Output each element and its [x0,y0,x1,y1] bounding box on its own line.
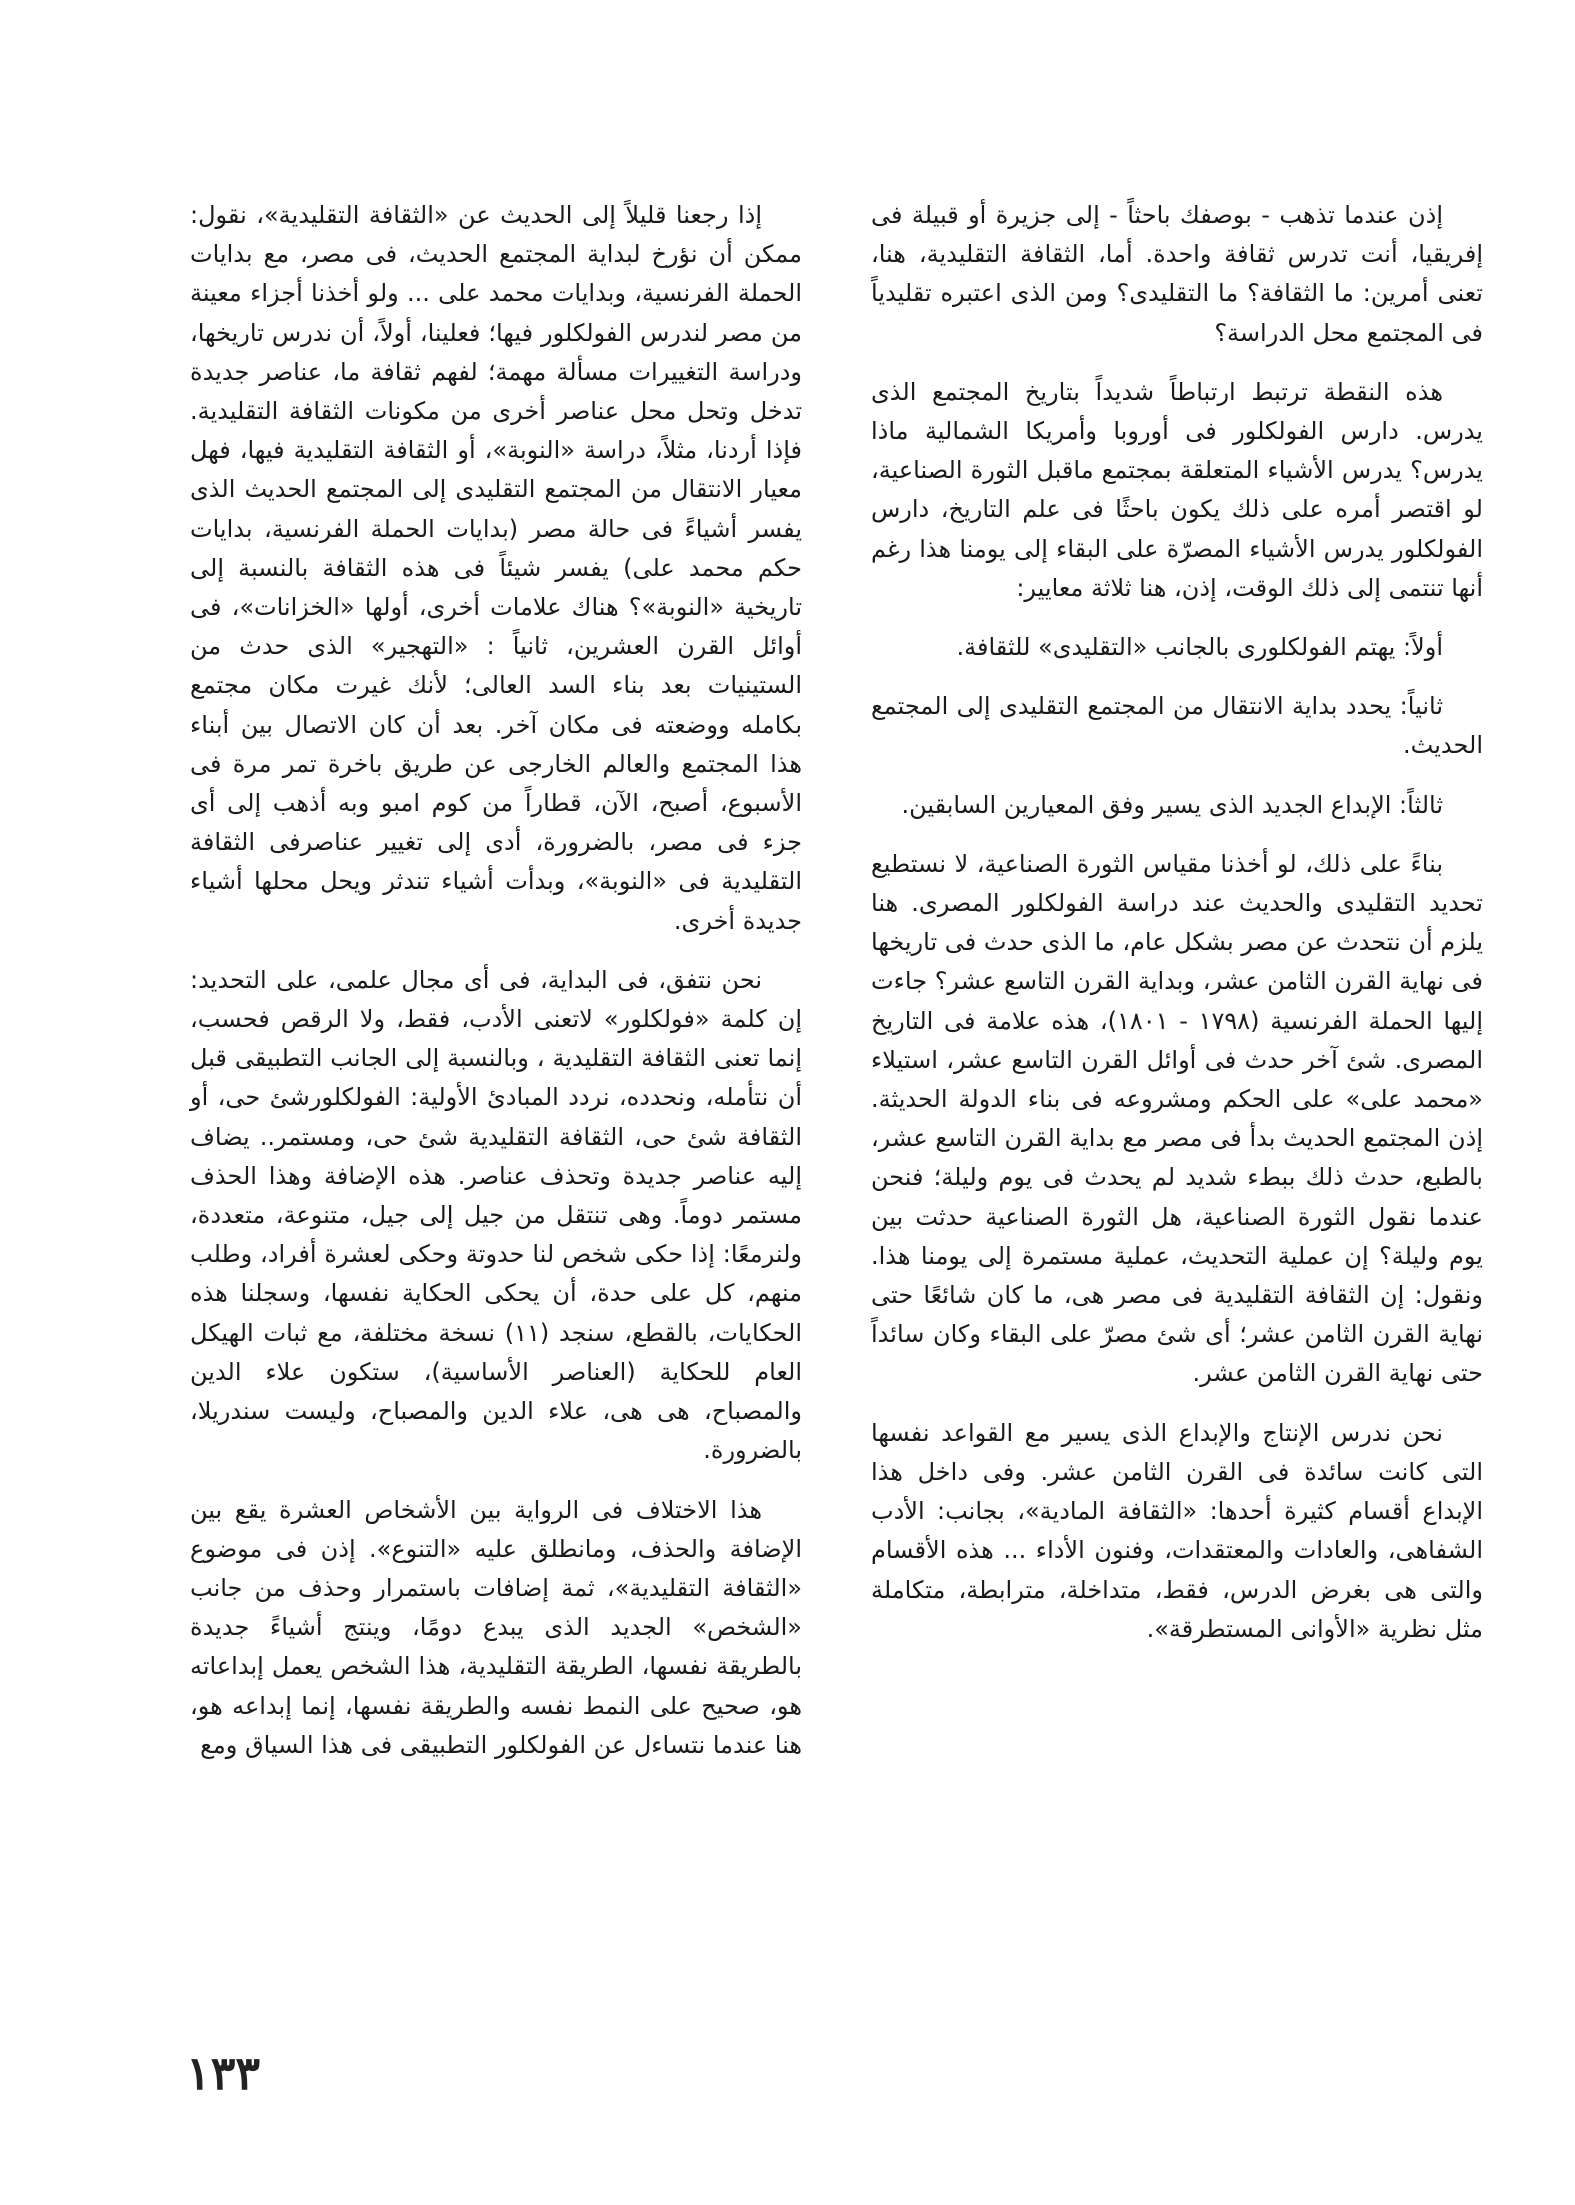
paragraph: نحن نتفق، فى البداية، فى أى مجال علمى، على التحديد: إن كلمة «فولكلور» لاتعنى الأدب، فقط، ولا الرقص فحسب، إنما تعنى الثقافة التقليدية ، وبالنسبة إلى الجانب التطبيقى قبل أن نتأمله، ونحدده، نردد المبادئ الأولية: الفولكلورشئ حى، أو الثقافة شئ حى، الثقافة التقليدية شئ حى، ومستمر.. يضاف إليه عناصر جديدة وتحذف عناصر. هذه الإضافة وهذا الحذف مستمر دوماً. وهى تنتقل من جيل إلى جيل، متنوعة، متعددة، ولنرمعًا: إذا حكى شخص لنا حدوتة وحكى لعشرة أفراد، وطلب منهم، كل على حدة، أن يحكى الحكاية نفسها، وسجلنا هذه الحكايات، بالقطع، سنجد (١١) نسخة مختلفة، مع ثبات الهيكل العام للحكاية (العناصر الأساسية)، ستكون علاء الدين والمصباح، هى هى، علاء الدين والمصباح، وليست سندريلا، بالضرورة. [190,965,802,1465]
page-number: ١٣٣ [186,2046,261,2100]
criterion-2: ثانياً: يحدد بداية الانتقال من المجتمع التقليدى إلى المجتمع الحديث. [871,692,1483,760]
paragraph: نحن ندرس الإنتاج والإبداع الذى يسير مع القواعد نفسها التى كانت سائدة فى القرن الثامن عشر. وفى داخل هذا الإبداع أقسام كثيرة أحدها: «الثقافة المادية»، بجانب: الأدب الشفاهى، والعادات والمعتقدات، وفنون الأداء ... هذه الأقسام والتى هى بغرض الدرس، فقط، متداخلة، مترابطة، متكاملة مثل نظرية «الأوانى المستطرقة». [871,1418,1483,1643]
paragraph: هذه النقطة ترتبط ارتباطاً شديداً بتاريخ المجتمع الذى يدرس. دارس الفولكلور فى أوروبا وأمريكا الشمالية ماذا يدرس؟ يدرس الأشياء المتعلقة بمجتمع ماقبل الثورة الصناعية، لو اقتصر أمره على ذلك يكون باحثًا فى علم التاريخ، دارس الفولكلور يدرس الأشياء المصرّة على البقاء إلى يومنا هذا رغم أنها تنتمى إلى ذلك الوقت، إذن، هنا ثلاثة معايير: [871,377,1483,602]
paragraph: إذن عندما تذهب - بوصفك باحثاً - إلى جزيرة أو قبيلة فى إفريقيا، أنت تدرس ثقافة واحدة. أما، الثقافة التقليدية، هنا، تعنى أمرين: ما الثقافة؟ ما التقليدى؟ ومن الذى اعتبره تقليدياً فى المجتمع محل الدراسة؟ [871,201,1483,347]
criterion-1: أولاً: يهتم الفولكلورى بالجانب «التقليدى» للثقافة. [956,633,1443,662]
right-column [871,196,1483,1669]
criterion-3: ثالثاً: الإبداع الجديد الذى يسير وفق المعيارين السابقين. [901,790,1443,819]
paragraph: هذا الاختلاف فى الرواية بين الأشخاص العشرة يقع بين الإضافة والحذف، ومانطلق عليه «التنوع». إذن فى موضوع «الثقافة التقليدية»، ثمة إضافات باستمرار وحذف من جانب «الشخص» الجديد الذى يبدع دومًا، وينتج أشياءً جديدة بالطريقة نفسها، الطريقة التقليدية، هذا الشخص يعمل إبداعاته هو، صحيح على النمط نفسه والطريقة نفسها، إنما إبداعه هو، هنا عندما نتساءل عن الفولكلور التطبيقى فى هذا السياق ومع [190,1495,802,1759]
paragraph: بناءً على ذلك، لو أخذنا مقياس الثورة الصناعية، لا نستطيع تحديد التقليدى والحديث عند دراسة الفولكلور المصرى. هنا يلزم أن نتحدث عن مصر بشكل عام، ما الذى حدث فى تاريخها فى نهاية القرن الثامن عشر، وبداية القرن التاسع عشر؟ جاءت إليها الحملة الفرنسية (١٧٩٨ - ١٨٠١)، هذه علامة فى التاريخ المصرى. شئ آخر حدث فى أوائل القرن التاسع عشر، استيلاء «محمد على» على الحكم ومشروعه فى بناء الدولة الحديثة. إذن المجتمع الحديث بدأ فى مصر مع بداية القرن التاسع عشر، بالطبع، حدث ذلك ببطء شديد لم يحدث فى يوم وليلة؛ فنحن عندما نقول الثورة الصناعية، هل الثورة الصناعية حدثت بين يوم وليلة؟ إن عملية التحديث، عملية مستمرة إلى يومنا هذا. ونقول: إن الثقافة التقليدية فى مصر هى، ما كان شائعًا حتى نهاية القرن الثامن عشر؛ أى شئ مصرّ على البقاء وكان سائداً حتى نهاية القرن الثامن عشر. [871,849,1483,1388]
paragraph: إذا رجعنا قليلاً إلى الحديث عن «الثقافة التقليدية»، نقول: ممكن أن نؤرخ لبداية المجتمع الحديث، فى مصر، مع بدايات الحملة الفرنسية، وبدايات محمد على ... ولو أخذنا أجزاء معينة من مصر لندرس الفولكلور فيها؛ فعلينا، أولاً، أن ندرس تاريخها، ودراسة التغييرات مسألة مهمة؛ لفهم ثقافة ما، عناصر جديدة تدخل وتحل محل عناصر أخرى من مكونات الثقافة التقليدية. فإذا أردنا، مثلاً، دراسة «النوبة»، أو الثقافة التقليدية فيها، فهل معيار الانتقال من المجتمع التقليدى إلى المجتمع الحديث الذى يفسر أشياءً فى حالة مصر (بدايات الحملة الفرنسية، بدايات حكم محمد على) يفسر شيئاً فى هذه الثقافة بالنسبة إلى تاريخية «النوبة»؟ هناك علامات أخرى، أولها «الخزانات»، فى أوائل القرن العشرين، ثانياً : «التهجير» الذى حدث من الستينيات بعد بناء السد العالى؛ لأنك غيرت مكان مجتمع بكامله ووضعته فى مكان آخر. بعد أن كان الاتصال بين أبناء هذا المجتمع والعالم الخارجى عن طريق باخرة تمر مرة فى الأسبوع، أصبح، الآن، قطاراً من كوم امبو وبه أذهب إلى أى جزء فى مصر، بالضرورة، أدى إلى تغيير عناصرفى الثقافة التقليدية فى «النوبة»، وبدأت أشياء تندثر ويحل محلها أشياء جديدة أخرى. [190,201,802,935]
left-column [190,196,802,1785]
